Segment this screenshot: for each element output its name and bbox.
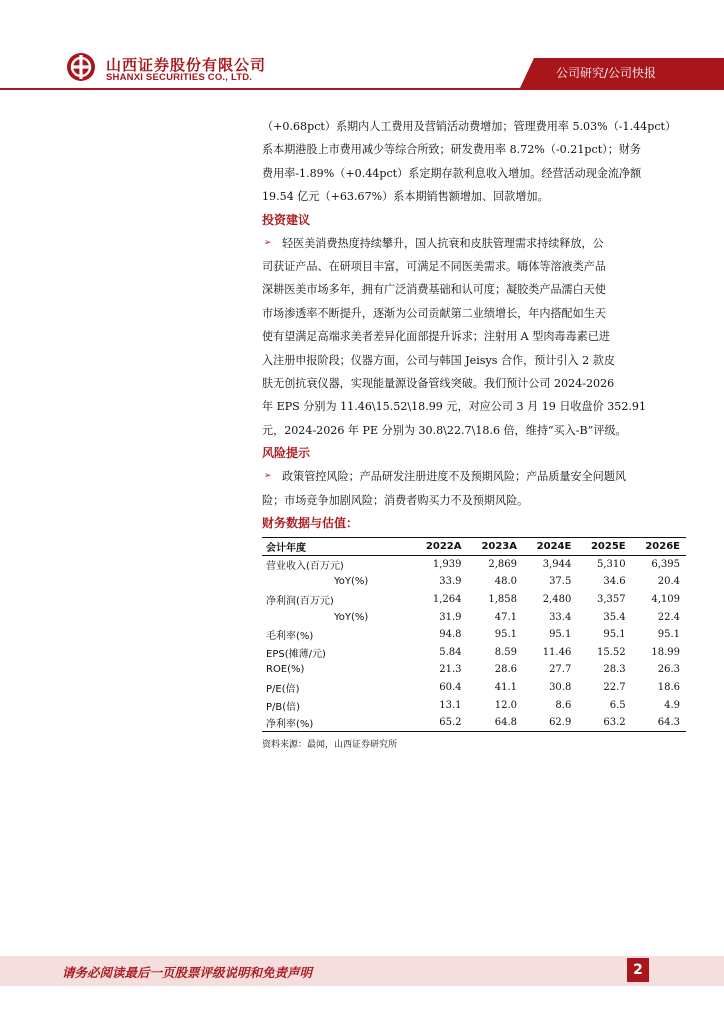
value-cell: 47.1	[494, 611, 518, 623]
table-row	[262, 714, 686, 732]
intro-line: （+0.68pct）系期内人工费用及营销活动费增加；管理费用率 5.03%（-1.44pct）	[262, 120, 677, 133]
value-cell: 22.7	[603, 682, 626, 694]
bullet-arrow-icon: ➢	[264, 471, 272, 482]
risk-paragraph	[262, 465, 686, 512]
row-label-cell: EPS(摊薄/元)	[266, 648, 326, 660]
table-header-cell: 2026E	[632, 538, 686, 556]
row-label-cell: YoY(%)	[334, 611, 369, 623]
risk-line: 险；市场竞争加剧风险；消费者购买力不及预期风险。	[262, 493, 529, 507]
row-label-cell: 毛利率(%)	[266, 631, 314, 643]
intro-paragraph	[262, 115, 686, 209]
value-cell: 28.3	[603, 664, 626, 676]
value-cell: 31.9	[439, 611, 462, 623]
disclaimer-note: 请务必阅读最后一页股票评级说明和免责声明	[62, 965, 313, 980]
value-cell: 15.52	[597, 646, 626, 658]
row-label-cell: ROE(%)	[266, 664, 305, 676]
value-cell: 21.3	[439, 664, 462, 676]
value-cell: 12.0	[494, 699, 518, 711]
value-cell: 1,939	[432, 559, 462, 571]
value-cell: 95.1	[657, 629, 680, 641]
table-row	[262, 626, 686, 644]
row-label-cell: 净利率(%)	[262, 714, 412, 732]
value-cell: 94.8	[439, 629, 462, 641]
company-name-cn: 山西证券股份有限公司	[106, 56, 267, 74]
row-label-cell: 营业收入(百万元)	[266, 561, 344, 573]
invest-line: 司获证产品、在研项目丰富，可满足不同医美需求。嗨体等溶液类产品	[262, 260, 606, 274]
value-cell: 64.8	[468, 714, 524, 732]
value-cell: 2,869	[488, 559, 518, 571]
table-header-cell: 会计年度	[262, 538, 412, 556]
invest-line: 市场渗透率不断提升，逐渐为公司贡献第二业绩增长，年内搭配如生天	[262, 306, 606, 320]
value-cell: 95.1	[549, 629, 572, 641]
value-cell: 95.1	[494, 629, 518, 641]
table-row	[262, 644, 686, 662]
value-cell: 64.3	[632, 714, 686, 732]
table-header-cell: 2022A	[412, 538, 468, 556]
report-section-label: 公司研究/公司快报	[556, 66, 657, 80]
value-cell: 48.0	[494, 576, 518, 588]
value-cell: 60.4	[439, 682, 462, 694]
table-header-cell: 2024E	[523, 538, 577, 556]
invest-line: 入注册申报阶段；仪器方面，公司与韩国 Jeisys 合作，预计引入 2 款皮	[262, 353, 615, 367]
value-cell: 95.1	[603, 629, 626, 641]
financial-table	[262, 537, 686, 732]
value-cell: 34.6	[603, 576, 626, 588]
intro-line: 19.54 亿元（+63.67%）系本期销售额增加、回款增加。	[262, 190, 549, 204]
page-number: 2	[627, 958, 649, 982]
invest-line: 轻医美消费热度持续攀升，国人抗衰和皮肤管理需求持续释放，公	[282, 236, 604, 250]
invest-advice-title: 投资建议	[262, 212, 311, 227]
value-cell: 28.6	[494, 664, 518, 676]
row-label-cell: YoY(%)	[334, 576, 369, 588]
table-row	[262, 696, 686, 714]
table-row	[262, 591, 686, 609]
value-cell: 2,480	[542, 594, 572, 606]
data-source-note: 资料来源：最闻，山西证券研究所	[262, 740, 398, 751]
invest-line: 深耕医美市场多年，拥有广泛消费基础和认可度；凝胶类产品濡白天使	[262, 283, 606, 297]
invest-line: 元，2024-2026 年 PE 分别为 30.8\22.7\18.6 倍，维持“买入-B”评级。	[262, 423, 627, 437]
table-header-cell: 2025E	[577, 538, 631, 556]
value-cell: 35.4	[603, 611, 626, 623]
company-logo-icon	[66, 52, 96, 82]
bullet-arrow-icon: ➢	[264, 237, 272, 248]
value-cell: 41.1	[494, 682, 518, 694]
invest-line: 使有望满足高端求美者差异化面部提升诉求；注射用 A 型肉毒毒素已进	[262, 330, 610, 344]
table-row	[262, 679, 686, 697]
table-header-cell: 2023A	[468, 538, 524, 556]
value-cell: 5,310	[597, 559, 626, 571]
value-cell: 33.4	[549, 611, 572, 623]
intro-line: 系本期港股上市费用减少等综合所致；研发费用率 8.72%（-0.21pct）；财务	[262, 143, 641, 157]
row-label-cell: P/E(倍)	[266, 684, 300, 696]
company-name-en: SHANXI SECURITIES CO., LTD.	[106, 72, 253, 83]
value-cell: 3,944	[542, 559, 572, 571]
value-cell: 11.46	[542, 646, 572, 658]
page-header	[0, 0, 724, 100]
value-cell: 63.2	[577, 714, 631, 732]
table-header-row	[262, 538, 686, 556]
value-cell: 18.6	[657, 682, 680, 694]
invest-line: 年 EPS 分别为 11.46\15.52\18.99 元，对应公司 3 月 19 日收盘价 352.91	[262, 400, 647, 414]
value-cell: 1,264	[432, 594, 462, 606]
value-cell: 65.2	[412, 714, 468, 732]
value-cell: 62.9	[523, 714, 577, 732]
value-cell: 27.7	[549, 664, 572, 676]
risk-line: 政策管控风险；产品研发注册进度不及预期风险；产品质量安全问题风	[282, 470, 626, 484]
value-cell: 1,858	[488, 594, 518, 606]
value-cell: 5.84	[439, 646, 462, 658]
value-cell: 37.5	[549, 576, 572, 588]
value-cell: 13.1	[439, 699, 462, 711]
invest-advice-paragraph	[262, 232, 686, 443]
value-cell: 22.4	[657, 611, 680, 623]
table-row	[262, 608, 686, 626]
value-cell: 4,109	[651, 594, 680, 606]
value-cell: 30.8	[549, 682, 572, 694]
value-cell: 6,395	[651, 559, 680, 571]
report-body	[262, 115, 686, 750]
value-cell: 3,357	[597, 594, 626, 606]
row-label-cell: P/B(倍)	[266, 701, 301, 713]
risk-title: 风险提示	[262, 446, 311, 461]
value-cell: 20.4	[657, 576, 680, 588]
table-row	[262, 573, 686, 591]
value-cell: 6.5	[609, 699, 626, 711]
value-cell: 8.6	[555, 699, 572, 711]
value-cell: 18.99	[651, 646, 680, 658]
financial-table-title: 财务数据与估值：	[262, 516, 359, 531]
value-cell: 8.59	[494, 646, 518, 658]
invest-line: 肤无创抗衰仪器，实现能量源设备管线突破。我们预计公司 2024-2026	[262, 377, 615, 391]
value-cell: 26.3	[657, 664, 680, 676]
table-row	[262, 661, 686, 679]
table-row	[262, 556, 686, 574]
row-label-cell: 净利润(百万元)	[266, 596, 334, 608]
value-cell: 4.9	[664, 699, 680, 711]
intro-line: 费用率-1.89%（+0.44pct）系定期存款利息收入增加。经营活动现金流净额	[262, 166, 642, 180]
value-cell: 33.9	[439, 576, 462, 588]
header-divider	[0, 88, 724, 90]
